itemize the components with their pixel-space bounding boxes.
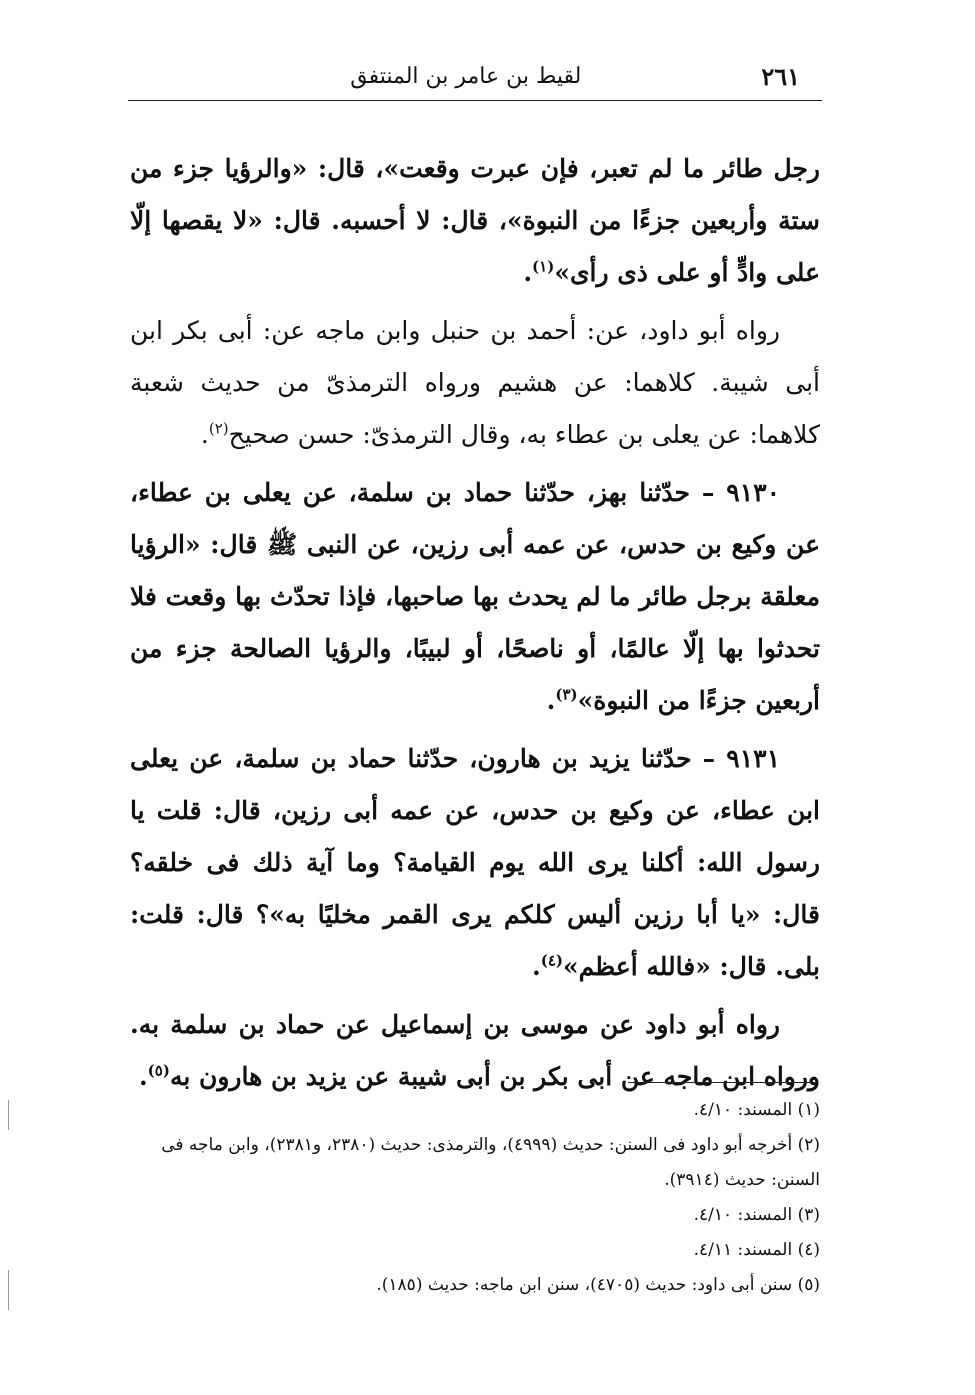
footnotes	[125, 1093, 820, 1303]
paragraph-hadith-9130: ٩١٣٠ – حدّثنا بهز، حدّثنا حماد بن سلمة، عن يعلى بن عطاء، عن وكيع بن حدس، عن عمه أبى رزين، عن النبى ﷺ قال: «الرؤيا معلقة برجل طائر ما لم يحدث بها صاحبها، فإذا تحدّث بها وقعت فلا تحدثوا بها إلّا عالمًا، أو ناصحًا، أو لبيبًا، والرؤيا الصالحة جزء من أربعين جزءًا من النبوة»$^{(٣)}$.	[130, 478, 820, 715]
footnote-separator	[628, 1082, 818, 1083]
scan-edge-mark	[8, 1270, 9, 1310]
paragraph-takhrij-2: رواه أبو داود عن موسى بن إسماعيل عن حماد بن سلمة به. ورواه ابن ماجه عن أبى بكر بن أبى شيبة عن يزيد بن هارون به$^{(٥)}$.	[130, 1010, 820, 1091]
footnote-marker: (٣)	[555, 685, 578, 704]
footnote: (٣) المسند: ٤/١٠.	[693, 1205, 820, 1225]
footnote: (٥) سنن أبى داود: حديث (٤٧٠٥)، سنن ابن ماجه: حديث (١٨٥).	[376, 1275, 820, 1295]
footnote-marker: (١)	[532, 257, 555, 276]
running-header	[128, 52, 822, 101]
paragraph-hadith-continuation: رجل طائر ما لم تعبر، فإن عبرت وقعت»، قال: «والرؤيا جزء من ستة وأربعين جزءًا من النبوة»، قال: لا أحسبه. قال: «لا يقصها إلّا على وادٍّ أو على ذى رأى»$^{(١)}$.	[130, 154, 820, 287]
paragraph-text: رواه أبو داود، عن: أحمد بن حنبل وابن ماجه عن: أبى بكر ابن أبى شيبة. كلاهما: عن هشيم ورواه الترمذىّ من حديث شعبة كلاهما: عن يعلى بن عطاء به، وقال الترمذىّ: حسن صحيح	[130, 316, 820, 449]
page-number: ٢٦١	[761, 61, 800, 91]
main-text	[130, 143, 820, 1109]
paragraph-text: ٩١٣٠ – حدّثنا بهز، حدّثنا حماد بن سلمة، عن يعلى بن عطاء، عن وكيع بن حدس، عن عمه أبى رزين، عن النبى ﷺ قال: «الرؤيا معلقة برجل طائر ما لم يحدث بها صاحبها، فإذا تحدّث بها وقعت فلا تحدثوا بها إلّا عالمًا، أو ناصحًا، أو لبيبًا، والرؤيا الصالحة جزء من أربعين جزءًا من النبوة»	[130, 478, 820, 715]
paragraph-text: رواه أبو داود عن موسى بن إسماعيل عن حماد بن سلمة به. ورواه ابن ماجه عن أبى بكر بن أبى شيبة عن يزيد بن هارون به	[130, 1010, 820, 1091]
paragraph-takhrij: رواه أبو داود، عن: أحمد بن حنبل وابن ماجه عن: أبى بكر ابن أبى شيبة. كلاهما: عن هشيم ورواه الترمذىّ من حديث شعبة كلاهما: عن يعلى بن عطاء به، وقال الترمذىّ: حسن صحيح$^{(٢)}$.	[130, 316, 820, 449]
paragraph-text: رجل طائر ما لم تعبر، فإن عبرت وقعت»، قال: «والرؤيا جزء من ستة وأربعين جزءًا من النبوة»، قال: لا أحسبه. قال: «لا يقصها إلّا على وادٍّ أو على ذى رأى»	[130, 154, 820, 287]
footnote: (١) المسند: ٤/١٠.	[693, 1100, 820, 1120]
footnote-marker: (٤)	[540, 951, 564, 970]
footnote: (٤) المسند: ٤/١١.	[693, 1240, 820, 1260]
paragraph-text: ٩١٣١ – حدّثنا يزيد بن هارون، حدّثنا حماد بن سلمة، عن يعلى ابن عطاء، عن وكيع بن حدس، عن عمه أبى رزين، قال: قلت يا رسول الله: أكلنا يرى الله يوم القيامة؟ وما آية ذلك فى خلقه؟ قال: «يا أبا رزين أليس كلكم يرى القمر مخليًا به»؟ قال: قلت: بلى. قال: «فالله أعظم»	[130, 744, 820, 981]
footnote-marker: (٥)	[147, 1061, 170, 1080]
footnote: (٢) أخرجه أبو داود فى السنن: حديث (٤٩٩٩)، والترمذى: حديث (٢٣٨٠، و٢٣٨١)، وابن ماجه فى السنن: حديث (٣٩١٤).	[161, 1135, 820, 1190]
scan-edge-mark	[8, 1100, 9, 1130]
running-title: لقيط بن عامر بن المنتفق	[350, 63, 582, 89]
paragraph-hadith-9131: ٩١٣١ – حدّثنا يزيد بن هارون، حدّثنا حماد بن سلمة، عن يعلى ابن عطاء، عن وكيع بن حدس، عن عمه أبى رزين، قال: قلت يا رسول الله: أكلنا يرى الله يوم القيامة؟ وما آية ذلك فى خلقه؟ قال: «يا أبا رزين أليس كلكم يرى القمر مخليًا به»؟ قال: قلت: بلى. قال: «فالله أعظم»$^{(٤)}$.	[130, 744, 820, 981]
footnote-marker: (٢)	[208, 419, 229, 438]
